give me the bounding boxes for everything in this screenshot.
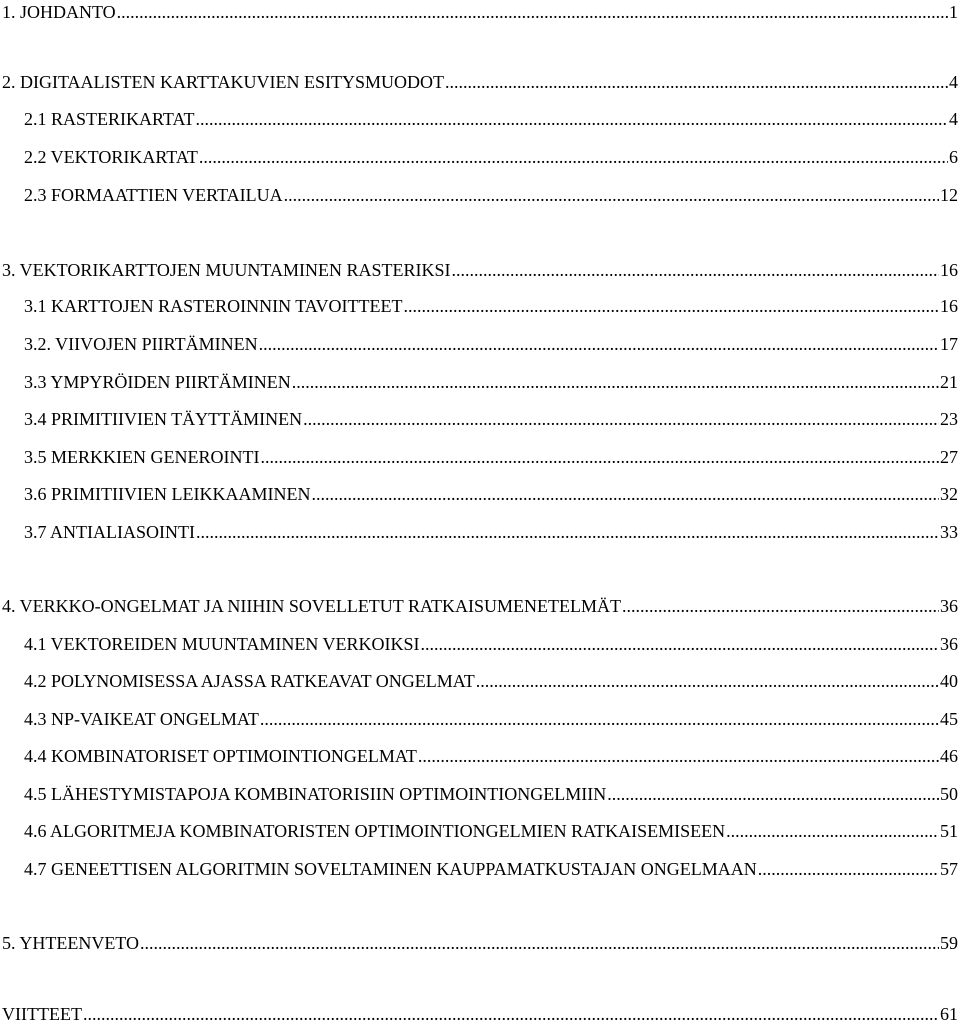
toc-entry-page: 17 xyxy=(940,334,958,354)
dot-leader xyxy=(284,183,939,207)
toc-entry-page: 21 xyxy=(940,372,958,392)
toc-entry-page: 4 xyxy=(949,72,958,92)
toc-entry-page: 33 xyxy=(940,522,958,542)
toc-entry-page: 6 xyxy=(949,147,958,167)
toc-entry-references xyxy=(2,1002,958,1026)
dot-leader xyxy=(622,594,939,618)
dot-leader xyxy=(303,407,939,431)
toc-entry-title: 4.7 GENEETTISEN ALGORITMIN SOVELTAMINEN KAUPPAMATKUSTAJAN ONGELMAAN xyxy=(24,859,757,879)
dot-leader xyxy=(311,482,939,506)
toc-entry-page: 51 xyxy=(940,821,958,841)
toc-entry-title: 3.4 PRIMITIIVIEN TÄYTTÄMINEN xyxy=(24,409,303,429)
toc-entry-page: 36 xyxy=(940,634,958,654)
toc-entry-3-3 xyxy=(24,370,958,394)
dot-leader xyxy=(476,669,939,693)
toc-entry-5 xyxy=(2,931,958,955)
toc-entry-page: 57 xyxy=(940,859,958,879)
toc-entry-title: 4.4 KOMBINATORISET OPTIMOINTIONGELMAT xyxy=(24,746,417,766)
toc-entry-3 xyxy=(2,258,958,282)
dot-leader xyxy=(195,107,948,131)
toc-entry-3-7 xyxy=(24,520,958,544)
toc-entry-title: 3.5 MERKKIEN GENEROINTI xyxy=(24,447,260,467)
toc-entry-title: 3.2. VIIVOJEN PIIRTÄMINEN xyxy=(24,334,258,354)
dot-leader xyxy=(196,520,939,544)
toc-entry-page: 1 xyxy=(949,2,958,22)
toc-entry-page: 12 xyxy=(940,185,958,205)
toc-entry-page: 32 xyxy=(940,484,958,504)
toc-entry-title: 3.7 ANTIALIASOINTI xyxy=(24,522,195,542)
toc-entry-title: 3. VEKTORIKARTTOJEN MUUNTAMINEN RASTERIKSI xyxy=(2,260,451,280)
toc-entry-3-5 xyxy=(24,445,958,469)
toc-entry-page: 27 xyxy=(940,447,958,467)
toc-entry-title: VIITTEET xyxy=(2,1004,82,1024)
toc-entry-title: 1. JOHDANTO xyxy=(2,2,116,22)
toc-entry-title: 2.3 FORMAATTIEN VERTAILUA xyxy=(24,185,283,205)
toc-entry-page: 46 xyxy=(940,746,958,766)
toc-entry-title: 3.6 PRIMITIIVIEN LEIKKAAMINEN xyxy=(24,484,311,504)
dot-leader xyxy=(403,294,939,318)
toc-entry-2-1 xyxy=(24,107,958,131)
toc-entry-2-2 xyxy=(24,145,958,169)
toc-entry-4-2 xyxy=(24,669,958,693)
toc-entry-4-7 xyxy=(24,857,958,881)
toc-entry-page: 45 xyxy=(940,709,958,729)
toc-entry-page: 40 xyxy=(940,671,958,691)
toc-entry-4-3 xyxy=(24,707,958,731)
toc-entry-title: 2.2 VEKTORIKARTAT xyxy=(24,147,198,167)
dot-leader xyxy=(260,445,939,469)
toc-entry-3-6 xyxy=(24,482,958,506)
toc-entry-title: 4.6 ALGORITMEJA KOMBINATORISTEN OPTIMOINTIONGELMIEN RATKAISEMISEEN xyxy=(24,821,726,841)
toc-entry-title: 2.1 RASTERIKARTAT xyxy=(24,109,195,129)
toc-entry-title: 4.5 LÄHESTYMISTAPOJA KOMBINATORISIIN OPTIMOINTIONGELMIIN xyxy=(24,784,607,804)
dot-leader xyxy=(445,70,948,94)
dot-leader xyxy=(421,632,939,656)
toc-entry-page: 16 xyxy=(940,296,958,316)
toc-entry-3-1 xyxy=(24,294,958,318)
toc-entry-title: 5. YHTEENVETO xyxy=(2,933,139,953)
toc-entry-3-2 xyxy=(24,332,958,356)
toc-entry-4-4 xyxy=(24,744,958,768)
toc-entry-title: 2. DIGITAALISTEN KARTTAKUVIEN ESITYSMUODOT xyxy=(2,72,444,92)
dot-leader xyxy=(292,370,939,394)
toc-entry-page: 50 xyxy=(940,784,958,804)
dot-leader xyxy=(758,857,939,881)
toc-entry-4-5 xyxy=(24,782,958,806)
toc-entry-page: 59 xyxy=(940,933,958,953)
toc-entry-title: 3.3 YMPYRÖIDEN PIIRTÄMINEN xyxy=(24,372,291,392)
toc-entry-2 xyxy=(2,70,958,94)
dot-leader xyxy=(607,782,939,806)
toc-entry-title: 4. VERKKO-ONGELMAT JA NIIHIN SOVELLETUT RATKAISUMENETELMÄT xyxy=(2,596,621,616)
dot-leader xyxy=(260,707,939,731)
toc-entry-4-1 xyxy=(24,632,958,656)
dot-leader xyxy=(83,1002,939,1026)
toc-entry-page: 16 xyxy=(940,260,958,280)
dot-leader xyxy=(140,931,939,955)
toc-entry-1 xyxy=(2,0,958,24)
dot-leader xyxy=(418,744,939,768)
toc-entry-page: 4 xyxy=(949,109,958,129)
toc-entry-2-3 xyxy=(24,183,958,207)
dot-leader xyxy=(199,145,948,169)
toc-entry-page: 61 xyxy=(940,1004,958,1024)
toc-entry-title: 4.2 POLYNOMISESSA AJASSA RATKEAVAT ONGELMAT xyxy=(24,671,475,691)
dot-leader xyxy=(117,0,948,24)
toc-entry-page: 23 xyxy=(940,409,958,429)
dot-leader xyxy=(451,258,939,282)
toc-entry-page: 36 xyxy=(940,596,958,616)
toc-entry-3-4 xyxy=(24,407,958,431)
toc-entry-4 xyxy=(2,594,958,618)
toc-entry-title: 3.1 KARTTOJEN RASTEROINNIN TAVOITTEET xyxy=(24,296,403,316)
dot-leader xyxy=(259,332,939,356)
toc-entry-title: 4.3 NP-VAIKEAT ONGELMAT xyxy=(24,709,259,729)
toc-entry-4-6 xyxy=(24,819,958,843)
dot-leader xyxy=(726,819,939,843)
toc-entry-title: 4.1 VEKTOREIDEN MUUNTAMINEN VERKOIKSI xyxy=(24,634,420,654)
